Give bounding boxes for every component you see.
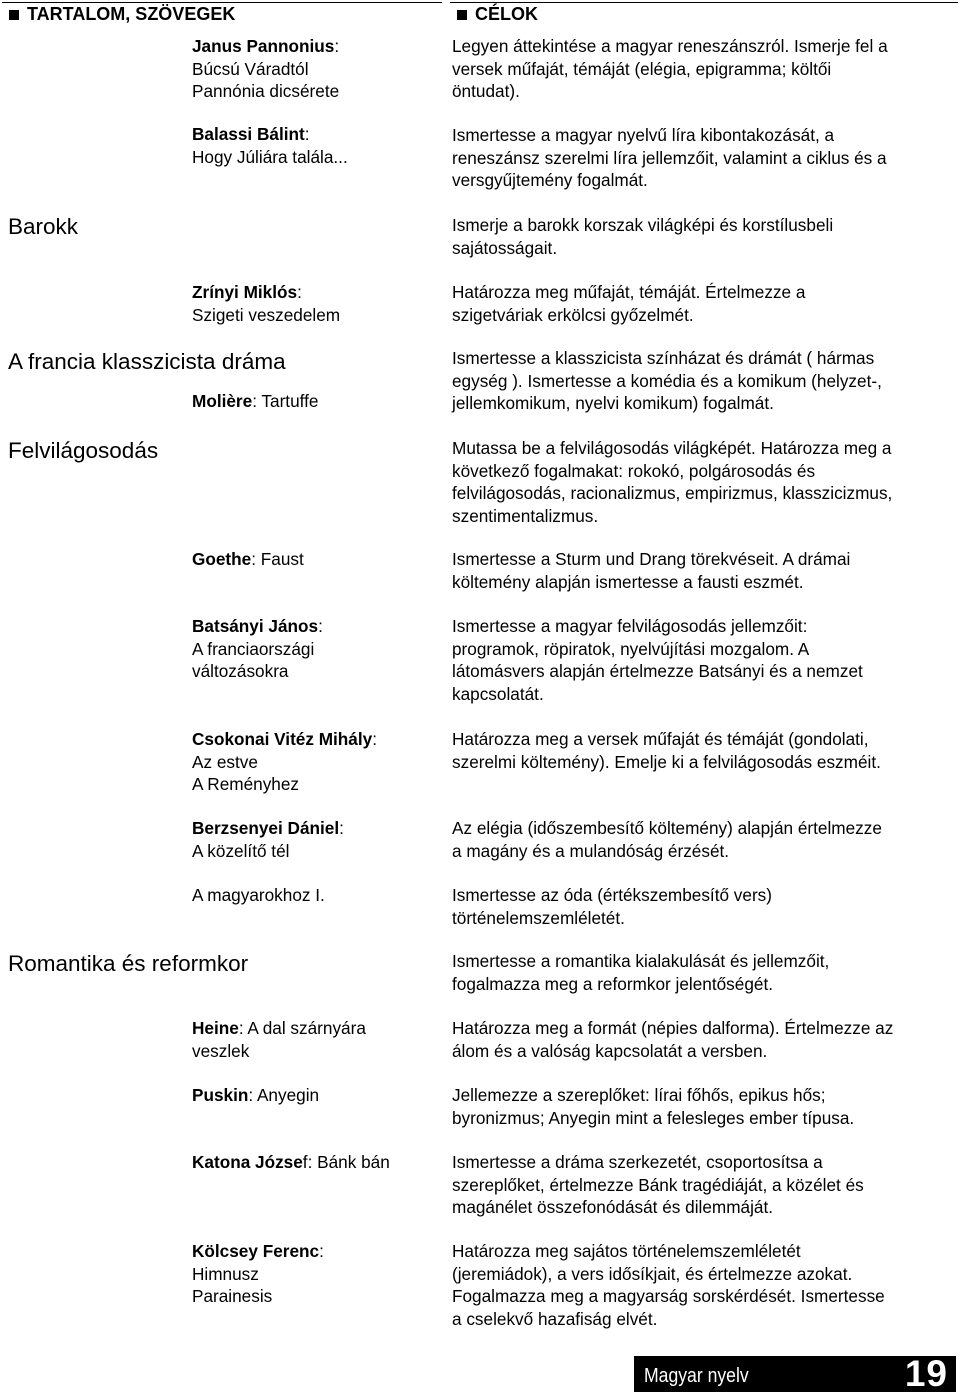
goal-line: reneszánsz szerelmi líra jellemzőit, valamint a ciklus és a bbox=[452, 147, 887, 168]
goal-line: következő fogalmakat: rokokó, polgárosodás és bbox=[452, 460, 816, 481]
author-name: Janus Pannonius bbox=[192, 36, 335, 56]
text-entry bbox=[192, 1151, 432, 1174]
goal-line: kapcsolatát. bbox=[452, 683, 544, 704]
text-entry bbox=[192, 35, 432, 103]
section-heading: Barokk bbox=[8, 214, 79, 239]
goal-line: magánélet összefonódását és dilemmáját. bbox=[452, 1197, 774, 1217]
goal-paragraph bbox=[452, 728, 952, 773]
goal-paragraph bbox=[452, 1151, 952, 1219]
work-title: A dal szárnyára bbox=[243, 1018, 366, 1038]
text-entry bbox=[192, 1017, 432, 1062]
goal-line: szentimentalizmus. bbox=[452, 505, 599, 526]
work-title: Búcsú Váradtól bbox=[192, 58, 309, 79]
author-separator: f: bbox=[302, 1152, 313, 1172]
goal-line: Határozza meg a versek műfaját és témáját (gondolati, bbox=[452, 729, 869, 749]
goal-paragraph bbox=[452, 1240, 952, 1330]
goal-paragraph bbox=[452, 1084, 952, 1129]
goal-line: történelemszemléletét. bbox=[452, 907, 625, 928]
goal-paragraph bbox=[452, 548, 952, 593]
goal-line: a magány és a mulandóság érzését. bbox=[452, 840, 730, 861]
text-entry bbox=[192, 123, 432, 168]
footer-label: Magyar nyelv bbox=[644, 1365, 749, 1387]
goal-line: Ismertesse a romantika kialakulását és jellemzőit, bbox=[452, 951, 830, 971]
text-entry-first-line bbox=[192, 817, 432, 840]
work-title: Hogy Júliára talála... bbox=[192, 146, 348, 167]
author-separator: : bbox=[252, 391, 257, 411]
text-entry-first-line bbox=[192, 728, 432, 751]
author-separator: : bbox=[372, 729, 377, 749]
section-heading: A francia klasszicista dráma bbox=[8, 349, 286, 374]
work-title: Az estve bbox=[192, 751, 258, 772]
work-title: Himnusz bbox=[192, 1263, 259, 1284]
goal-paragraph bbox=[452, 347, 952, 415]
author-separator: : bbox=[339, 818, 344, 838]
goal-paragraph bbox=[452, 884, 952, 929]
text-entry bbox=[192, 548, 432, 571]
text-entry-first-line bbox=[192, 1151, 432, 1174]
contents-header-label: TARTALOM, SZÖVEGEK bbox=[27, 4, 236, 24]
text-entry-first-line bbox=[192, 615, 432, 638]
work-title: Tartuffe bbox=[256, 391, 319, 411]
goal-paragraph bbox=[452, 281, 952, 326]
goal-line: egység ). Ismertesse a komédia és a komikum (helyzet-, bbox=[452, 370, 882, 391]
work-title: veszlek bbox=[192, 1040, 250, 1061]
goal-line: Ismertesse az óda (értékszembesítő vers) bbox=[452, 885, 772, 905]
author-separator: : bbox=[297, 282, 302, 302]
work-title: Bánk bán bbox=[312, 1152, 390, 1172]
goal-line: programok, röpiratok, nyelvújítási mozgalom. A bbox=[452, 638, 810, 659]
goal-line: Az elégia (időszembesítő költemény) alapján értelmezze bbox=[452, 818, 882, 838]
text-entry-first-line bbox=[192, 281, 432, 304]
goal-paragraph bbox=[452, 817, 952, 862]
page-number: 19 bbox=[904, 1353, 948, 1394]
section-heading: Romantika és reformkor bbox=[8, 951, 249, 976]
goal-line: byronizmus; Anyegin mint a felesleges ember típusa. bbox=[452, 1107, 855, 1128]
text-entry bbox=[192, 615, 432, 683]
author-separator: : bbox=[238, 1018, 244, 1038]
contents-header bbox=[2, 2, 442, 25]
goal-line: a cselekvő hazafiság elvét. bbox=[452, 1308, 658, 1329]
work-title: Pannónia dicsérete bbox=[192, 81, 340, 101]
goal-line: Határozza meg sajátos történelemszemléletét bbox=[452, 1241, 801, 1261]
goal-line: szigetváriak erkölcsi győzelmét. bbox=[452, 304, 694, 325]
work-title: változásokra bbox=[192, 661, 289, 681]
work-title: Faust bbox=[256, 549, 304, 569]
goal-paragraph bbox=[452, 950, 952, 995]
goal-paragraph bbox=[452, 1017, 952, 1062]
goal-paragraph bbox=[452, 124, 952, 192]
work-title: Anyegin bbox=[253, 1085, 320, 1105]
goal-line: szereplőket, értelmezze Bánk tragédiáját, a közélet és bbox=[452, 1174, 864, 1195]
goal-line: jellemkomikum, nyelvi komikum) fogalmát. bbox=[452, 393, 774, 413]
author-name: Molière bbox=[192, 391, 253, 411]
goal-line: fogalmazza meg a reformkor jelentőségét. bbox=[452, 973, 773, 994]
text-entry-first-line bbox=[192, 390, 432, 413]
goal-line: versgyűjtemény fogalmát. bbox=[452, 170, 648, 190]
goal-paragraph bbox=[452, 35, 952, 103]
author-name: Kölcsey Ferenc bbox=[192, 1241, 320, 1261]
goal-line: versek műfaját, témáját (elégia, epigramma; költői bbox=[452, 58, 832, 79]
author-separator: : bbox=[248, 1085, 254, 1105]
work-title: A franciaországi bbox=[192, 638, 315, 659]
text-entry bbox=[192, 281, 432, 326]
author-name: Zrínyi Miklós bbox=[192, 282, 298, 302]
goal-line: Ismertesse a dráma szerkezetét, csoportosítsa a bbox=[452, 1152, 823, 1172]
author-name: Batsányi János bbox=[192, 616, 319, 636]
text-entry bbox=[192, 884, 432, 907]
goal-line: Jellemezze a szereplőket: lírai főhős, epikus hős; bbox=[452, 1085, 826, 1105]
text-entry-first-line bbox=[192, 548, 432, 571]
goal-line: Határozza meg a formát (népies dalforma). Értelmezze az bbox=[452, 1018, 894, 1038]
goal-line: költemény alapján ismertesse a fausti eszmét. bbox=[452, 571, 804, 592]
text-entry bbox=[192, 1240, 432, 1308]
square-bullet-icon bbox=[457, 10, 467, 20]
author-name: Csokonai Vitéz Mihály bbox=[192, 729, 373, 749]
author-separator: : bbox=[319, 1241, 324, 1261]
text-entry bbox=[192, 390, 432, 413]
goal-paragraph bbox=[452, 615, 952, 705]
section-heading: Felvilágosodás bbox=[8, 438, 159, 463]
goal-line: Ismertesse a magyar nyelvű líra kibontakozását, a bbox=[452, 125, 835, 145]
goal-line: látomásvers alapján értelmezze Batsányi és a nemzet bbox=[452, 661, 863, 681]
goal-line: sajátosságait. bbox=[452, 237, 558, 258]
text-entry-first-line bbox=[192, 123, 432, 146]
page-footer bbox=[634, 1353, 956, 1394]
goals-header-label: CÉLOK bbox=[475, 4, 538, 24]
author-separator: : bbox=[334, 36, 340, 56]
author-name: Puskin bbox=[192, 1085, 249, 1105]
author-name: Balassi Bálint bbox=[192, 124, 305, 144]
goal-line: Ismertesse a magyar felvilágosodás jellemzőit: bbox=[452, 616, 808, 636]
goal-line: Határozza meg műfaját, témáját. Értelmezze a bbox=[452, 282, 806, 302]
goal-line: Ismertesse a klasszicista színházat és drámát ( hármas bbox=[452, 348, 875, 368]
text-entry-first-line bbox=[192, 1017, 432, 1040]
goal-line: Ismerje a barokk korszak világképi és korstílusbeli bbox=[452, 215, 834, 235]
author-name: Berzsenyei Dániel bbox=[192, 818, 340, 838]
goals-header bbox=[450, 2, 958, 25]
author-separator: : bbox=[304, 124, 310, 144]
square-bullet-icon bbox=[9, 10, 19, 20]
work-title: A magyarokhoz I. bbox=[192, 885, 325, 905]
text-entry-first-line bbox=[192, 1240, 432, 1263]
author-separator: : bbox=[318, 616, 323, 636]
goal-line: Mutassa be a felvilágosodás világképét. Határozza meg a bbox=[452, 438, 892, 458]
goal-line: felvilágosodás, racionalizmus, empirizmus, klasszicizmus, bbox=[452, 483, 893, 503]
goal-paragraph bbox=[452, 437, 952, 527]
goal-paragraph bbox=[452, 214, 952, 259]
work-title: Parainesis bbox=[192, 1286, 273, 1306]
text-entry-first-line bbox=[192, 1084, 432, 1107]
author-name: Katona Józse bbox=[192, 1152, 303, 1172]
work-title: Szigeti veszedelem bbox=[192, 304, 341, 325]
goal-line: (jeremiádok), a vers idősíkjait, és értelmezze azokat. bbox=[452, 1263, 853, 1284]
text-entry-first-line bbox=[192, 35, 432, 58]
text-entry bbox=[192, 817, 432, 862]
goal-line: Fogalmazza meg a magyarság sorskérdését. Ismertesse bbox=[452, 1286, 885, 1306]
author-name: Heine bbox=[192, 1018, 239, 1038]
goal-line: álom és a valóság kapcsolatát a versben. bbox=[452, 1040, 768, 1061]
author-separator: : bbox=[251, 549, 256, 569]
goal-line: szerelmi költemény). Emelje ki a felvilágosodás eszméit. bbox=[452, 751, 881, 772]
author-name: Goethe bbox=[192, 549, 252, 569]
work-title: A Reményhez bbox=[192, 774, 300, 794]
goal-line: Legyen áttekintése a magyar reneszánszról. Ismerje fel a bbox=[452, 36, 888, 56]
text-entry bbox=[192, 728, 432, 796]
text-entry bbox=[192, 1084, 432, 1107]
goal-line: Ismertesse a Sturm und Drang törekvéseit. A drámai bbox=[452, 549, 851, 569]
work-title: A közelítő tél bbox=[192, 840, 290, 861]
goal-line: öntudat). bbox=[452, 81, 520, 101]
